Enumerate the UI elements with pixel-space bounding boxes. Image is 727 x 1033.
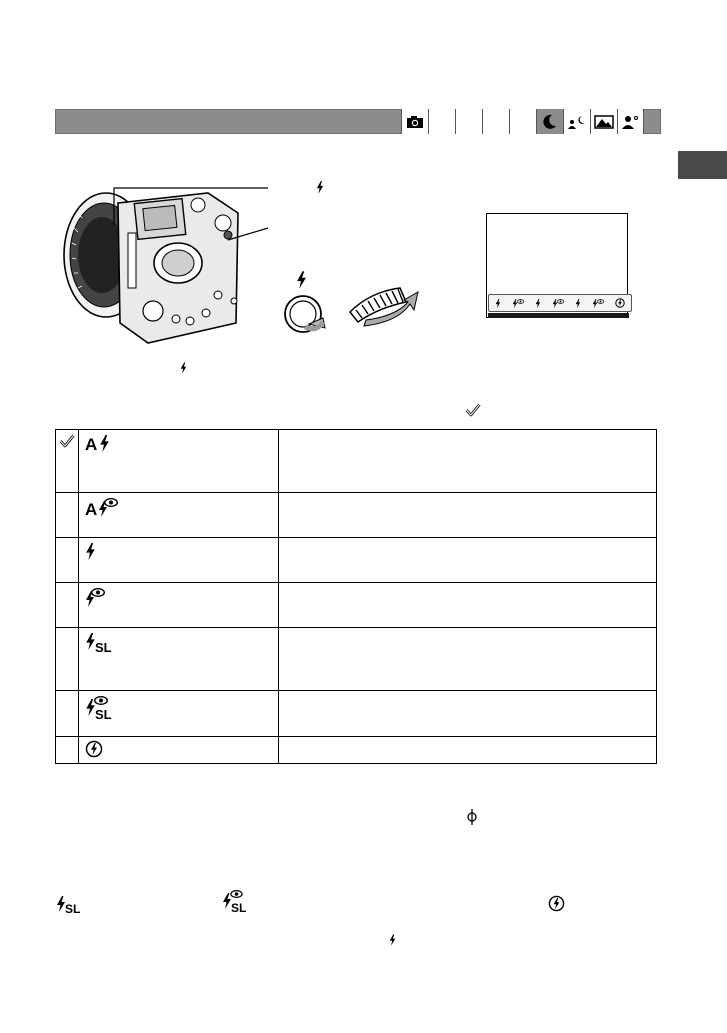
svg-text:SL: SL — [231, 901, 247, 914]
flash-icon — [316, 181, 324, 199]
slow-sync-red-eye-icon — [79, 691, 279, 737]
flash-red-eye-icon — [592, 299, 604, 308]
table-row — [56, 493, 657, 538]
svg-text:SL: SL — [95, 707, 112, 722]
flash-red-eye-icon — [512, 299, 524, 308]
table-row — [56, 691, 657, 737]
auto-flash-icon — [79, 430, 279, 493]
mode-description — [279, 691, 657, 737]
lcd-bottom-bar — [488, 313, 629, 318]
mode-description — [279, 737, 657, 764]
svg-text:A: A — [85, 435, 98, 453]
control-dial-icon[interactable] — [340, 282, 430, 335]
flash-red-eye-icon — [552, 299, 564, 308]
svg-text:SL: SL — [65, 902, 81, 914]
mode-description — [279, 493, 657, 538]
flash-icon — [575, 299, 581, 308]
auto-flash-red-eye-icon — [79, 493, 279, 538]
flash-off-icon — [79, 737, 279, 764]
table-row — [56, 583, 657, 628]
mode-description — [279, 583, 657, 628]
flash-modes-table — [55, 429, 657, 764]
callout-lines — [0, 0, 727, 400]
table-row — [56, 628, 657, 691]
svg-text:A: A — [85, 500, 98, 518]
flash-icon — [79, 538, 279, 583]
slow-sync-red-eye-icon — [222, 890, 252, 919]
default-check-icon — [465, 403, 481, 422]
flash-icon — [389, 933, 396, 951]
table-row — [56, 538, 657, 583]
table-row — [56, 737, 657, 764]
slow-sync-icon — [79, 628, 279, 691]
flash-mode-selector-strip — [488, 294, 632, 312]
flash-button-icon[interactable] — [283, 294, 331, 341]
slow-sync-icon — [56, 896, 86, 919]
flash-button-label-icon — [296, 271, 307, 294]
flash-off-icon — [548, 895, 565, 917]
mode-description — [279, 430, 657, 493]
flash-icon — [495, 299, 501, 308]
focus-point-icon — [466, 809, 478, 830]
table-row — [56, 430, 657, 493]
flash-red-eye-icon — [79, 583, 279, 628]
mode-description — [279, 628, 657, 691]
flash-icon — [180, 361, 187, 379]
flash-off-icon — [615, 298, 625, 308]
flash-icon — [535, 299, 541, 308]
default-check-cell — [56, 430, 79, 493]
mode-description — [279, 538, 657, 583]
check-icon — [59, 434, 75, 448]
svg-text:SL: SL — [95, 640, 112, 653]
